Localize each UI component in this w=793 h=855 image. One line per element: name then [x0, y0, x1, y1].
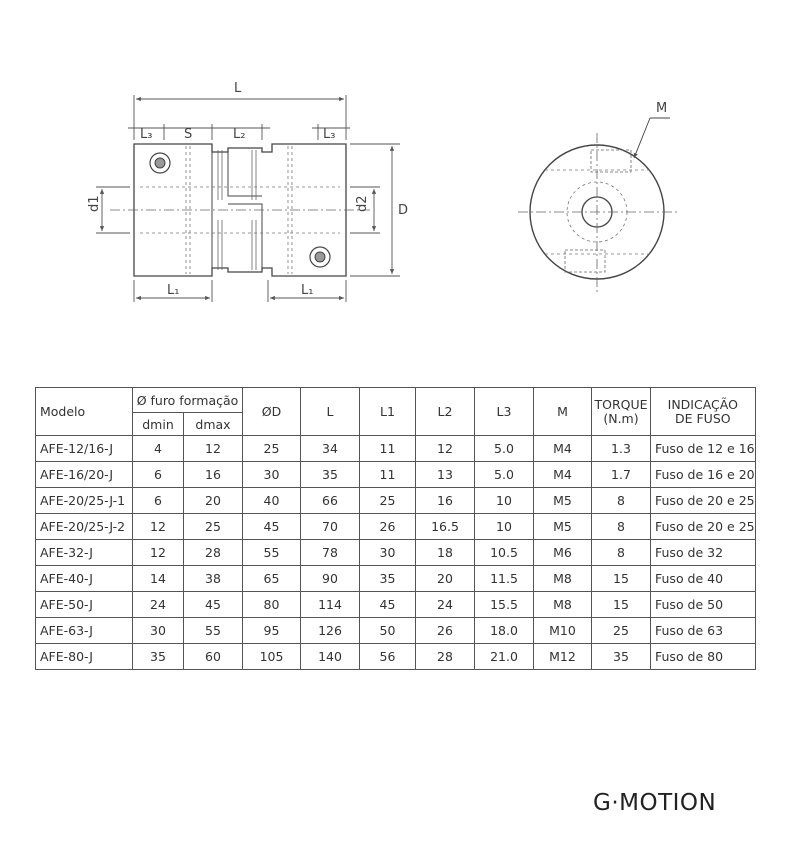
header-modelo: Modelo	[36, 388, 133, 436]
header-dmax: dmax	[184, 413, 243, 436]
cell-dmin: 24	[133, 592, 184, 618]
cell-od: 80	[243, 592, 301, 618]
cell-l1: 25	[360, 488, 416, 514]
cell-dmax: 12	[184, 436, 243, 462]
cell-l1: 56	[360, 644, 416, 670]
cell-dmax: 28	[184, 540, 243, 566]
header-furo: Ø furo formação	[133, 388, 243, 413]
header-l: L	[301, 388, 360, 436]
cell-m: M5	[534, 514, 592, 540]
cell-l: 90	[301, 566, 360, 592]
cell-indicacao: Fuso de 50	[651, 592, 756, 618]
cell-dmax: 25	[184, 514, 243, 540]
label-L1-left: L₁	[167, 283, 180, 298]
cell-modelo: AFE-20/25-J-2	[36, 514, 133, 540]
label-d2: d2	[355, 195, 370, 212]
header-m: M	[534, 388, 592, 436]
table-row	[36, 462, 756, 488]
cell-l2: 20	[416, 566, 475, 592]
front-view	[518, 118, 678, 292]
cell-l3: 5.0	[475, 462, 534, 488]
cell-l3: 5.0	[475, 436, 534, 462]
cell-l: 66	[301, 488, 360, 514]
cell-od: 65	[243, 566, 301, 592]
label-M: M	[656, 101, 668, 116]
header-torque	[592, 388, 651, 436]
table-row	[36, 540, 756, 566]
header-indicacao	[651, 388, 756, 436]
header-od: ØD	[243, 388, 301, 436]
cell-indicacao: Fuso de 20 e 25	[651, 514, 756, 540]
label-d1: d1	[87, 195, 102, 212]
side-view	[110, 144, 370, 276]
cell-l2: 16.5	[416, 514, 475, 540]
cell-l3: 21.0	[475, 644, 534, 670]
cell-modelo: AFE-40-J	[36, 566, 133, 592]
cell-m: M4	[534, 462, 592, 488]
table-row	[36, 618, 756, 644]
cell-l1: 50	[360, 618, 416, 644]
cell-l3: 15.5	[475, 592, 534, 618]
cell-dmin: 14	[133, 566, 184, 592]
label-D: D	[398, 203, 409, 218]
cell-l1: 35	[360, 566, 416, 592]
cell-l: 34	[301, 436, 360, 462]
spec-table	[35, 387, 756, 670]
cell-modelo: AFE-32-J	[36, 540, 133, 566]
cell-l3: 18.0	[475, 618, 534, 644]
cell-l2: 24	[416, 592, 475, 618]
table-row	[36, 436, 756, 462]
cell-indicacao: Fuso de 20 e 25	[651, 488, 756, 514]
dimension-labels	[87, 81, 667, 298]
spec-table-body	[36, 436, 756, 670]
cell-dmax: 60	[184, 644, 243, 670]
cell-torque: 8	[592, 514, 651, 540]
cell-od: 25	[243, 436, 301, 462]
header-l2: L2	[416, 388, 475, 436]
cell-m: M10	[534, 618, 592, 644]
cell-l2: 18	[416, 540, 475, 566]
header-indicacao-line2: DE FUSO	[675, 410, 731, 426]
cell-m: M6	[534, 540, 592, 566]
cell-torque: 8	[592, 488, 651, 514]
header-indicacao-line1: INDICAÇÃO	[667, 396, 738, 412]
cell-torque: 1.7	[592, 462, 651, 488]
header-torque-line1: TORQUE	[594, 396, 648, 412]
table-row	[36, 644, 756, 670]
cell-od: 45	[243, 514, 301, 540]
cell-torque: 1.3	[592, 436, 651, 462]
cell-indicacao: Fuso de 40	[651, 566, 756, 592]
label-L: L	[234, 81, 242, 96]
table-row	[36, 488, 756, 514]
cell-modelo: AFE-50-J	[36, 592, 133, 618]
cell-torque: 8	[592, 540, 651, 566]
cell-l2: 13	[416, 462, 475, 488]
cell-modelo: AFE-63-J	[36, 618, 133, 644]
cell-l: 140	[301, 644, 360, 670]
cell-l1: 11	[360, 436, 416, 462]
cell-od: 105	[243, 644, 301, 670]
cell-l1: 30	[360, 540, 416, 566]
cell-indicacao: Fuso de 63	[651, 618, 756, 644]
cell-l: 78	[301, 540, 360, 566]
cell-indicacao: Fuso de 12 e 16	[651, 436, 756, 462]
cell-dmin: 6	[133, 488, 184, 514]
cell-l3: 10	[475, 488, 534, 514]
cell-dmin: 35	[133, 644, 184, 670]
cell-l: 114	[301, 592, 360, 618]
cell-modelo: AFE-16/20-J	[36, 462, 133, 488]
cell-l1: 26	[360, 514, 416, 540]
cell-indicacao: Fuso de 80	[651, 644, 756, 670]
table-row	[36, 592, 756, 618]
technical-drawing	[0, 0, 793, 380]
cell-indicacao: Fuso de 16 e 20	[651, 462, 756, 488]
table-row	[36, 514, 756, 540]
label-L3-right: L₃	[323, 127, 336, 142]
cell-od: 55	[243, 540, 301, 566]
cell-l3: 11.5	[475, 566, 534, 592]
cell-od: 95	[243, 618, 301, 644]
cell-m: M5	[534, 488, 592, 514]
label-L3-left: L₃	[140, 127, 153, 142]
cell-modelo: AFE-12/16-J	[36, 436, 133, 462]
cell-torque: 25	[592, 618, 651, 644]
label-L2: L₂	[233, 127, 246, 142]
cell-l: 70	[301, 514, 360, 540]
cell-dmax: 38	[184, 566, 243, 592]
cell-dmax: 45	[184, 592, 243, 618]
cell-dmin: 30	[133, 618, 184, 644]
cell-l2: 26	[416, 618, 475, 644]
header-l1: L1	[360, 388, 416, 436]
cell-dmax: 55	[184, 618, 243, 644]
cell-modelo: AFE-80-J	[36, 644, 133, 670]
cell-l2: 12	[416, 436, 475, 462]
cell-dmin: 12	[133, 514, 184, 540]
cell-l: 126	[301, 618, 360, 644]
cell-l3: 10.5	[475, 540, 534, 566]
cell-l1: 45	[360, 592, 416, 618]
cell-indicacao: Fuso de 32	[651, 540, 756, 566]
cell-m: M8	[534, 592, 592, 618]
cell-l1: 11	[360, 462, 416, 488]
brand-logo: G·MOTION	[593, 790, 717, 816]
label-S: S	[184, 127, 193, 142]
cell-dmax: 16	[184, 462, 243, 488]
cell-dmin: 4	[133, 436, 184, 462]
cell-l3: 10	[475, 514, 534, 540]
header-dmin: dmin	[133, 413, 184, 436]
header-l3: L3	[475, 388, 534, 436]
cell-modelo: AFE-20/25-J-1	[36, 488, 133, 514]
cell-dmax: 20	[184, 488, 243, 514]
cell-m: M8	[534, 566, 592, 592]
header-torque-line2: (N.m)	[603, 410, 639, 426]
cell-l: 35	[301, 462, 360, 488]
cell-l2: 28	[416, 644, 475, 670]
table-row	[36, 566, 756, 592]
cell-torque: 35	[592, 644, 651, 670]
cell-m: M4	[534, 436, 592, 462]
cell-dmin: 6	[133, 462, 184, 488]
cell-l2: 16	[416, 488, 475, 514]
cell-torque: 15	[592, 566, 651, 592]
cell-od: 40	[243, 488, 301, 514]
cell-od: 30	[243, 462, 301, 488]
cell-m: M12	[534, 644, 592, 670]
label-L1-right: L₁	[301, 283, 314, 298]
cell-torque: 15	[592, 592, 651, 618]
cell-dmin: 12	[133, 540, 184, 566]
